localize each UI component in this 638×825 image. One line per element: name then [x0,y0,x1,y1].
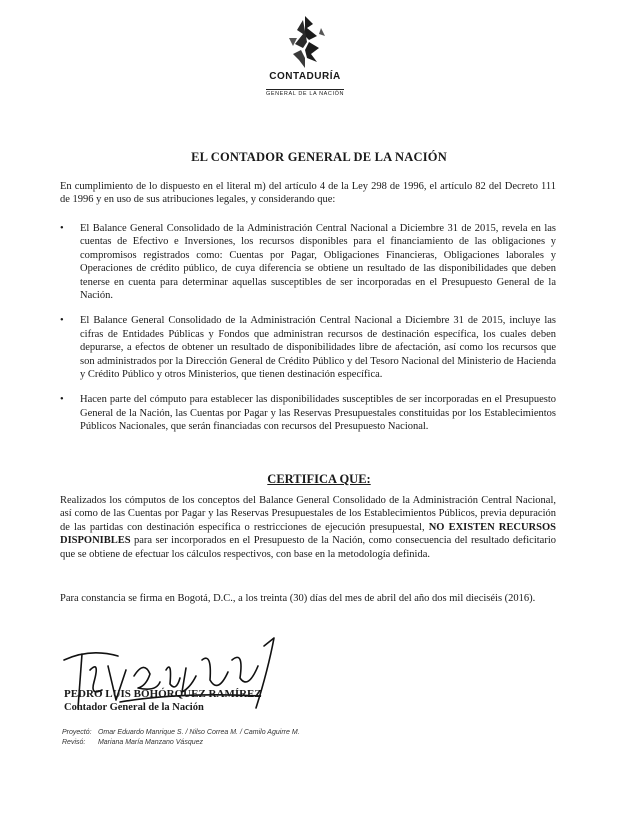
prepared-by: Omar Eduardo Manrique S. / Nilso Correa M. / Camilo Aguirre M. [97,729,300,736]
logo-subtitle: GENERAL DE LA NACIÓN [265,91,345,97]
bullet-icon: • [60,394,64,406]
footnotes [62,728,300,747]
certification-highlight: NO EXISTEN RECURSOS DISPONIBLES [60,521,556,547]
consideration-text: El Balance General Consolidado de la Administración Central Nacional a Diciembre 31 de 2015, revela en las cuentas de Efectivo e Inversiones, los recursos disponibles para el financiamiento de las obligaciones y compromisos registrados como: Cuentas por Pagar, Obligaciones Financieras, Obligaciones laborales y Operaciones de crédito público, de cuya diferencia se obtiene un resultado de las disponibilidades que deben tenerse en cuenta para determinar aquellas susceptibles de ser incorporadas en el Presupuesto General de la Nación. [80,223,556,302]
certifica-heading: CERTIFICA QUE: [267,472,371,486]
prepared-label: Proyectó: [62,729,92,736]
signer-name: PEDRO LUIS BOHÓRQUEZ RAMÍREZ [64,688,262,700]
reviewed-by: Mariana María Manzano Vásquez [97,738,204,746]
logo-title: CONTADURÍA [269,71,341,82]
certification-paragraph [60,494,556,561]
certification-text-end: para ser incorporados en el Presupuesto de la Nación, como consecuencia del resultado deficitario que se obtiene de efectuar los cálculos respectivos, con base en la metodología definida. [60,535,556,560]
signing-date-paragraph: Para constancia se firma en Bogotá, D.C., a los treinta (30) días del mes de abril del año dos mil dieciséis (2016). [60,593,536,604]
intro-paragraph: En cumplimiento de lo dispuesto en el literal m) del artículo 4 de la Ley 298 de 1996, el artículo 82 del Decreto 111 de 1996 y en uso de sus atribuciones legales, y considerando que: [60,181,556,206]
contaduria-logo [250,14,360,104]
list-item [60,222,556,302]
document-title: EL CONTADOR GENERAL DE LA NACIÓN [191,150,447,164]
signer-role: Contador General de la Nación [64,702,204,713]
bullet-icon: • [60,315,64,327]
considerations-list [60,222,556,446]
bullet-icon: • [60,223,64,234]
list-item [60,393,556,433]
certification-text-start: Realizados los cómputos de los conceptos del Balance General Consolidado de la Administración Central Nacional, así como de las Cuentas por Pagar y las Reservas Presupuestales de los Establecimientos Públicos, previa depuración de las partidas con destinación específica o restricciones de ejecución presupuestal, [60,495,556,533]
reviewed-by-line [62,738,300,748]
list-item [60,314,556,381]
contaduria-emblem-icon [283,14,327,70]
consideration-text: Hacen parte del cómputo para establecer las disponibilidades susceptibles de ser incorporadas en el Presupuesto General de la Nación, las Cuentas por Pagar y las Reservas Presupuestales constituidas por los Establecimientos Públicos Nacionales, que serán financiadas con recursos del Presupuesto Nacional. [80,394,556,433]
consideration-text: El Balance General Consolidado de la Administración Central Nacional a Diciembre 31 de 2015, incluye las cifras de Entidades Públicas y Fondos que administran recursos de destinación específica, los cuales deben depurarse, a efectos de obtener un resultado de disponibilidades libre de afectación, así como los recursos que son administrados por la Dirección General de Crédito Público y del Tesoro Nacional del Ministerio de Hacienda y Crédito Público y otros Ministerios, que tienen destinación específica. [80,315,556,381]
prepared-by-line [62,728,300,738]
reviewed-label: Revisó: [62,738,86,746]
